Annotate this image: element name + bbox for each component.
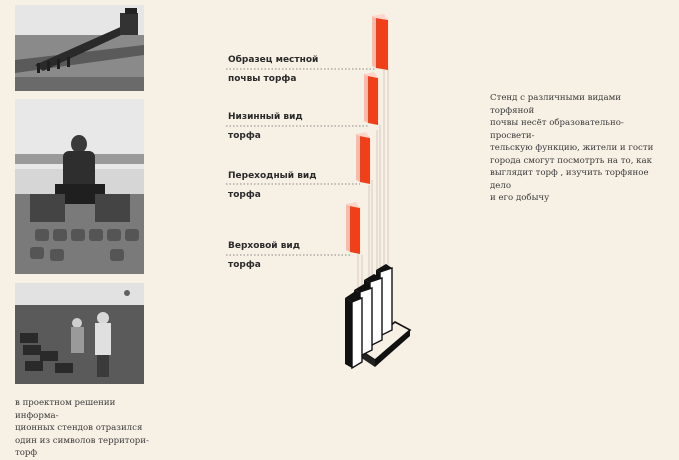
description-line: Стенд с различными видами торфяной: [490, 93, 621, 116]
caption-line: торф: [15, 448, 38, 458]
label-line: Переходный вид: [228, 171, 317, 181]
peat-sample-local: [372, 14, 388, 70]
description-line: и его добычу: [490, 193, 550, 203]
description-line: выглядит торф , изучить торфяное дело: [490, 168, 649, 191]
label-line: почвы торфа: [228, 74, 297, 84]
description-line: почвы несёт образовательно-просвети-: [490, 118, 624, 141]
description-line: города смогут посмотрть на то, как: [490, 155, 653, 166]
label-transitional-peat: [228, 170, 348, 201]
peat-sample-transitional: [356, 132, 370, 184]
label-line: Образец местной: [228, 55, 319, 65]
label-upland-peat: [228, 240, 348, 271]
label-line: Низинный вид: [228, 112, 303, 122]
description-line: тельскую функцию, жители и гости: [490, 143, 654, 153]
caption-line: в проектном решении информа-: [15, 398, 116, 421]
label-line: торфа: [228, 260, 261, 270]
peat-sample-lowland: [364, 72, 378, 125]
label-lowland-peat: [228, 111, 348, 142]
label-line: Верховой вид: [228, 241, 300, 251]
caption-line: один из символов территори-: [15, 435, 149, 446]
label-line: торфа: [228, 131, 261, 141]
peat-sample-upland: [346, 202, 360, 254]
label-line: торфа: [228, 190, 261, 200]
label-local-peat: [228, 54, 348, 85]
caption-line: ционных стендов отразился: [15, 423, 143, 433]
